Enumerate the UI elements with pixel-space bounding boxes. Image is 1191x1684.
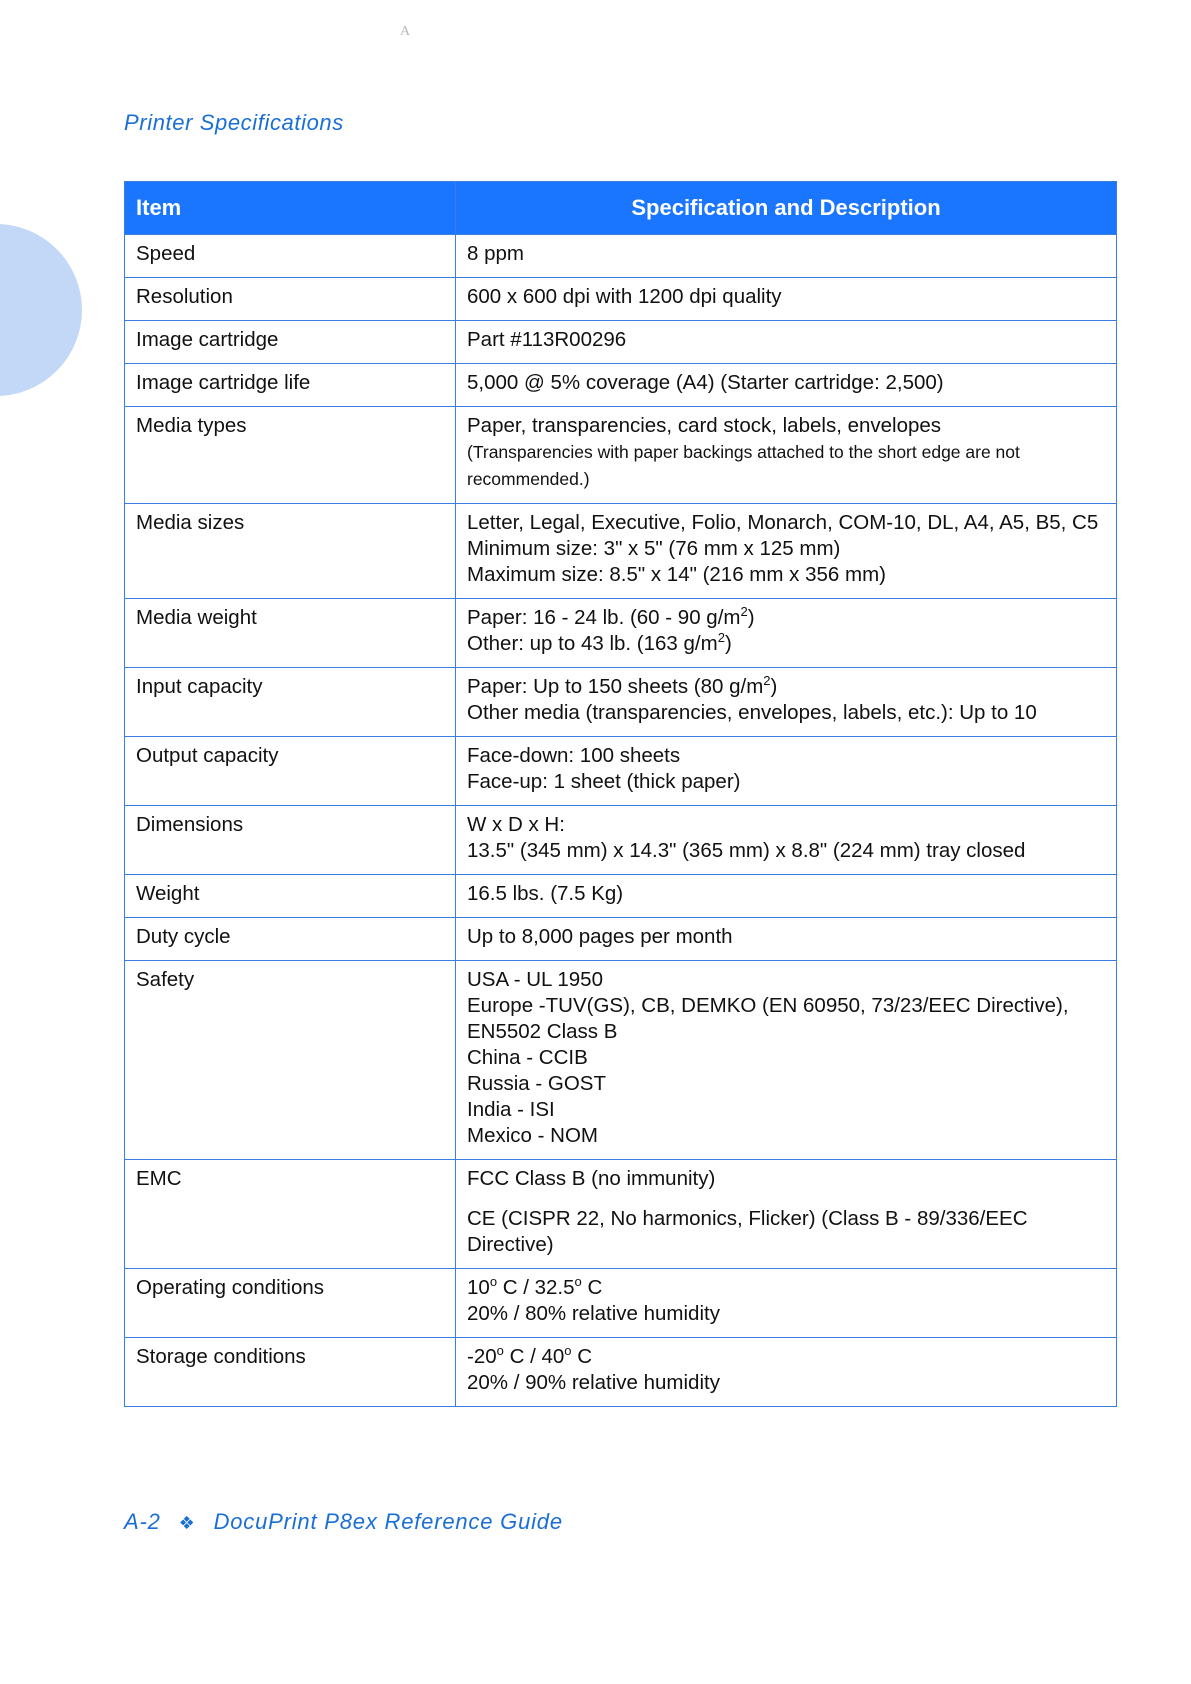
table-row xyxy=(125,875,1117,918)
table-row xyxy=(125,599,1117,668)
superscript: 2 xyxy=(717,630,725,646)
guide-title: DocuPrint P8ex Reference Guide xyxy=(213,1509,563,1534)
spec-line: Face-down: 100 sheets xyxy=(467,744,681,767)
table-row xyxy=(125,1269,1117,1338)
table-row xyxy=(125,235,1117,278)
spec-line: USA - UL 1950 xyxy=(467,968,603,991)
row-spec xyxy=(456,806,1117,875)
spec-line: 13.5" (345 mm) x 14.3" (365 mm) x 8.8" (224 mm) tray closed xyxy=(467,839,1026,862)
spec-note: (Transparencies with paper backings attached to the short edge are not recommended.) xyxy=(467,442,1020,489)
table-row xyxy=(125,321,1117,364)
table-row xyxy=(125,806,1117,875)
spec-line: China - CCIB xyxy=(467,1046,588,1069)
spec-line: Maximum size: 8.5" x 14" (216 mm x 356 mm) xyxy=(467,563,886,586)
row-item: Safety xyxy=(125,961,456,1160)
spec-line: EN5502 Class B xyxy=(467,1020,618,1043)
header-spec: Specification and Description xyxy=(456,182,1117,235)
row-spec xyxy=(456,407,1117,504)
spec-line xyxy=(467,674,1106,700)
spec-line: Minimum size: 3" x 5" (76 mm x 125 mm) xyxy=(467,537,841,560)
spec-text: C / 40 xyxy=(503,1345,565,1368)
row-item: Duty cycle xyxy=(125,918,456,961)
spec-line: W x D x H: xyxy=(467,813,565,836)
row-item: Dimensions xyxy=(125,806,456,875)
row-item: Image cartridge xyxy=(125,321,456,364)
spec-text: Paper: 16 - 24 lb. (60 - 90 g/m xyxy=(467,606,741,629)
row-spec xyxy=(456,278,1117,321)
spec-line xyxy=(467,1344,1106,1370)
spec-text: Other: up to 43 lb. (163 g/m xyxy=(467,632,718,655)
row-spec xyxy=(456,599,1117,668)
row-spec xyxy=(456,1269,1117,1338)
spec-line: Up to 8,000 pages per month xyxy=(467,925,733,948)
row-spec xyxy=(456,1338,1117,1407)
spec-line: 20% / 80% relative humidity xyxy=(467,1302,720,1325)
spec-line xyxy=(467,631,1106,657)
spec-text: C xyxy=(581,1276,603,1299)
spec-text: 10 xyxy=(467,1276,490,1299)
row-item: Storage conditions xyxy=(125,1338,456,1407)
degree-symbol: o xyxy=(489,1274,498,1290)
row-item: Resolution xyxy=(125,278,456,321)
table-row xyxy=(125,278,1117,321)
superscript: 2 xyxy=(763,673,771,689)
spec-line: FCC Class B (no immunity) xyxy=(467,1167,716,1190)
degree-symbol: o xyxy=(574,1274,582,1290)
spec-line: 8 ppm xyxy=(467,242,524,265)
spec-text: -20 xyxy=(467,1345,497,1368)
page-number: A-2 xyxy=(124,1509,161,1534)
row-item: Operating conditions xyxy=(125,1269,456,1338)
table-row xyxy=(125,668,1117,737)
table-row xyxy=(125,737,1117,806)
row-spec xyxy=(456,1160,1117,1269)
table-header-row xyxy=(125,182,1117,235)
spec-line xyxy=(467,1275,1106,1301)
spec-line: Paper, transparencies, card stock, labels, envelopes xyxy=(467,414,942,437)
row-spec xyxy=(456,875,1117,918)
row-spec xyxy=(456,737,1117,806)
section-title: Printer Specifications xyxy=(124,110,344,135)
degree-symbol: o xyxy=(564,1343,572,1359)
spec-line: Other media (transparencies, envelopes, labels, etc.): Up to 10 xyxy=(467,701,1037,724)
spec-text: ) xyxy=(747,606,755,629)
spec-line: India - ISI xyxy=(467,1098,555,1121)
row-spec xyxy=(456,961,1117,1160)
row-item: Output capacity xyxy=(125,737,456,806)
row-item: Media sizes xyxy=(125,504,456,599)
table-row xyxy=(125,918,1117,961)
spec-line: CE (CISPR 22, No harmonics, Flicker) (Class B - 89/336/EEC Directive) xyxy=(467,1207,1028,1256)
row-spec xyxy=(456,364,1117,407)
spec-text: ) xyxy=(770,675,778,698)
spec-line: 16.5 lbs. (7.5 Kg) xyxy=(467,882,624,905)
spec-text: ) xyxy=(724,632,732,655)
spec-line: Face-up: 1 sheet (thick paper) xyxy=(467,770,741,793)
row-spec xyxy=(456,668,1117,737)
row-spec xyxy=(456,321,1117,364)
superscript: 2 xyxy=(740,604,748,620)
table-row xyxy=(125,1160,1117,1269)
table-row xyxy=(125,407,1117,504)
spec-line: 5,000 @ 5% coverage (A4) (Starter cartridge: 2,500) xyxy=(467,371,944,394)
row-item: Media weight xyxy=(125,599,456,668)
degree-symbol: o xyxy=(496,1343,504,1359)
row-item: Image cartridge life xyxy=(125,364,456,407)
spec-line: Mexico - NOM xyxy=(467,1124,598,1147)
spec-text: Paper: Up to 150 sheets (80 g/m xyxy=(467,675,764,698)
row-item: EMC xyxy=(125,1160,456,1269)
spec-text: C / 32.5 xyxy=(497,1276,575,1299)
row-spec xyxy=(456,918,1117,961)
table-row xyxy=(125,364,1117,407)
row-item: Weight xyxy=(125,875,456,918)
row-item: Media types xyxy=(125,407,456,504)
header-item: Item xyxy=(125,182,456,235)
row-spec xyxy=(456,235,1117,278)
table-row xyxy=(125,961,1117,1160)
chapter-tab-marker xyxy=(0,224,82,396)
table-row xyxy=(125,504,1117,599)
row-spec xyxy=(456,504,1117,599)
spec-line: 20% / 90% relative humidity xyxy=(467,1371,720,1394)
spec-line: Russia - GOST xyxy=(467,1072,606,1095)
spec-line: Part #113R00296 xyxy=(467,328,627,351)
page-footer xyxy=(124,1509,563,1535)
spec-line: Letter, Legal, Executive, Folio, Monarch, COM-10, DL, A4, A5, B5, C5 xyxy=(467,511,1099,534)
row-item: Input capacity xyxy=(125,668,456,737)
diamond-separator-icon: ❖ xyxy=(178,1513,196,1533)
corner-letter: A xyxy=(400,24,411,39)
row-item: Speed xyxy=(125,235,456,278)
spec-table xyxy=(124,181,1117,1407)
spec-text: C xyxy=(571,1345,592,1368)
table-row xyxy=(125,1338,1117,1407)
spec-line: Europe -TUV(GS), CB, DEMKO (EN 60950, 73/23/EEC Directive), xyxy=(467,994,1069,1017)
spec-line xyxy=(467,605,1106,631)
spec-line: 600 x 600 dpi with 1200 dpi quality xyxy=(467,285,782,308)
